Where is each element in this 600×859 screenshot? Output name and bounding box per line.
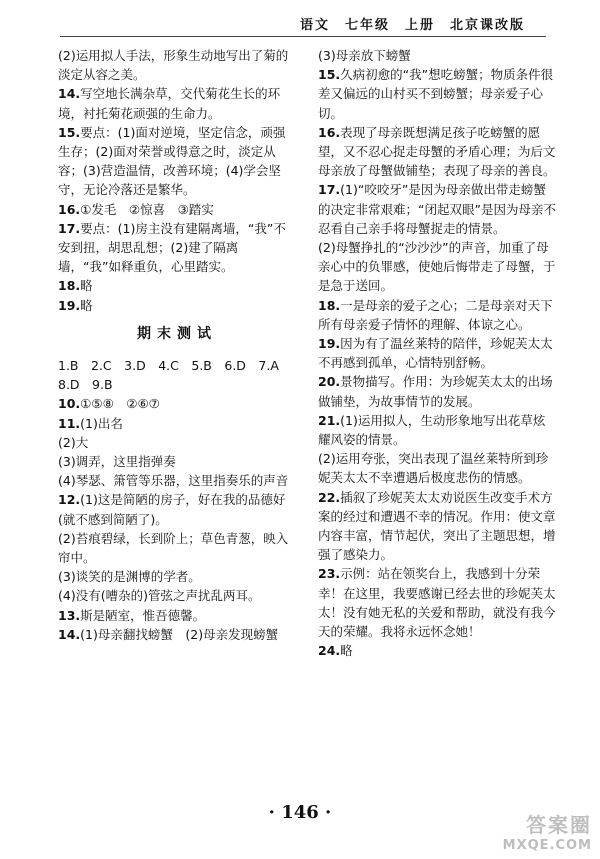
answer-text: 因为有了温丝莱特的陪伴，珍妮芙太太不再感到孤单，心情特别舒畅。 (318, 336, 553, 371)
answer-item (58, 276, 296, 295)
answer-subitem: (3)谈笑的是渊博的学者。 (58, 569, 201, 585)
watermark-logo (496, 809, 592, 853)
section-title: 期末测试 (137, 325, 217, 342)
answer-subitem: (2)运用夸张，突出表现了温丝莱特所到珍妮芙太太不幸遭遇后极度悲伤的情感。 (318, 451, 549, 486)
answer-item (58, 84, 296, 122)
answer-item (318, 641, 556, 660)
answer-subitem: (3)母亲放下螃蟹 (318, 48, 411, 63)
answer-number: 13. (58, 607, 81, 623)
answer-text: 要点：(1)面对逆境，坚定信念，顽强生存；(2)面对荣誉或得意之时，淡定从容；(3)营造温情，改善环境；(4)学会坚守，无论冷落还是繁华。 (58, 124, 286, 198)
answer-number: 22. (318, 489, 341, 505)
answer-item (58, 296, 296, 315)
answer-number: 10. (58, 396, 81, 412)
answer-text: (1)“咬咬牙”是因为母亲做出带走螃蟹的决定非常艰难；“闭起双眼”是因为母亲不忍看自己亲手将母蟹捉走的情景。 (318, 182, 556, 236)
answer-number: 17. (318, 182, 341, 198)
answer-number: 18. (318, 297, 341, 313)
answer-subitem: (4)没有(嘈杂的)管弦之声扰乱两耳。 (58, 588, 261, 604)
answer-number: 15. (318, 67, 341, 83)
answer-number: 15. (58, 124, 81, 140)
answer-item (318, 564, 556, 641)
answer-item (58, 219, 296, 277)
answer-subitem: (2)大 (58, 434, 89, 450)
answer-item (318, 488, 556, 565)
answer-text: (1)出名 (80, 415, 123, 431)
answer-text: 写空地长满杂草，交代菊花生长的环境，衬托菊花顽强的生命力。 (58, 86, 281, 121)
header-rule (60, 36, 546, 37)
answer-number: 16. (58, 201, 81, 217)
answer-text: 示例：站在领奖台上，我感到十分荣幸！在这里，我要感谢已经去世的珍妮芙太太！没有她无私的关爱和帮助，就没有我今天的荣耀。我将永远怀念她！ (318, 566, 556, 640)
answer-item (318, 334, 556, 372)
answer-item (58, 394, 296, 413)
answer-text: (1)这是简陋的房子，好在我的品德好(就不感到简陋了)。 (58, 492, 286, 527)
answer-number: 18. (58, 278, 81, 294)
answer-item (58, 200, 296, 219)
answer-text: 表现了母亲既想满足孩子吃螃蟹的愿望，又不忍心捉走母蟹的矛盾心理；为后文母亲放了母蟹做铺垫；表现了母亲的善良。 (318, 124, 556, 179)
answer-text: (1)运用拟人，生动形象地写出花草炫耀风姿的情景。 (318, 412, 546, 448)
answer-subitem: (4)琴瑟、箫管等乐器，这里指奏乐的声音 (58, 473, 289, 489)
page-header: 语文 七年级 上册 北京课改版 (300, 18, 526, 33)
answer-text: 斯是陋室，惟吾德馨。 (80, 607, 206, 623)
answer-item (318, 296, 556, 334)
answer-text: 略 (340, 643, 353, 659)
answer-number: 11. (58, 415, 81, 431)
answer-number: 20. (318, 374, 341, 390)
answer-text: 一是母亲的爱子之心；二是母亲对天下所有母亲爱子情怀的理解、体谅之心。 (318, 297, 553, 332)
answer-item (58, 606, 296, 625)
answer-subitem: (3)调弄，这里指弹奏 (58, 454, 176, 470)
answer-number: 19. (58, 297, 81, 313)
answer-item (318, 411, 556, 449)
answer-item (318, 123, 556, 181)
answer-number: 19. (318, 336, 341, 352)
answer-text: ①发毛 ②惊喜 ③踏实 (80, 201, 214, 217)
answer-text: 要点：(1)房主没有建隔离墙，“我”不安到扭，胡思乱想；(2)建了隔离墙，“我”如释重负，心里踏实。 (58, 220, 286, 275)
left-column (58, 46, 296, 644)
answer-number: 16. (318, 124, 341, 140)
watermark-domain: MXQE.COM (502, 838, 592, 853)
answer-item (58, 123, 296, 200)
answer-number: 14. (58, 626, 81, 642)
answer-number: 21. (318, 412, 341, 428)
answer-item (58, 625, 296, 644)
right-column (318, 46, 556, 661)
answer-number: 17. (58, 220, 81, 236)
answer-number: 14. (58, 86, 81, 102)
answer-text: 略 (80, 297, 93, 313)
answer-subitem: (2)母蟹挣扎的“沙沙沙”的声音，加重了母亲心中的负罪感，使她后悔带走了母蟹，于是急于送回。 (318, 240, 556, 294)
answer-item (58, 414, 296, 433)
answer-subitem: (2)苔痕碧绿，长到阶上；草色青葱，映入帘中。 (58, 530, 289, 566)
answer-number: 12. (58, 492, 81, 508)
answer-text: 插叙了珍妮芙太太劝说医生改变手术方案的经过和遭遇不幸的情况。作用：使文章内容丰富，情节起伏，突出了主题思想，增强了感染力。 (318, 489, 556, 563)
answer-text: 久病初愈的“我”想吃螃蟹；物质条件很差又偏远的山村买不到螃蟹；母亲爱子心切。 (318, 67, 554, 121)
answer-subitem: (2)运用拟人手法，形象生动地写出了菊的淡定从容之美。 (58, 48, 289, 83)
answer-item (58, 490, 296, 528)
answer-text: ①⑤⑧ ②⑥⑦ (80, 396, 160, 412)
answer-text: 景物描写。作用：为珍妮芙太太的出场做铺垫，为故事情节的发展。 (318, 374, 553, 409)
answer-text: 略 (80, 278, 93, 294)
watermark-text: 答案圈 (526, 813, 592, 837)
multiple-choice-row: 8.D 9.B (58, 377, 113, 393)
answer-item (318, 180, 556, 238)
page-number: · 146 · (268, 802, 332, 823)
answer-text: (1)母亲翻找螃蟹 (2)母亲发现螃蟹 (80, 626, 279, 642)
answer-number: 23. (318, 566, 341, 582)
answer-item (318, 372, 556, 410)
answer-number: 24. (318, 643, 341, 659)
answer-item (318, 65, 556, 123)
multiple-choice-row: 1.B 2.C 3.D 4.C 5.B 6.D 7.A (58, 358, 279, 374)
